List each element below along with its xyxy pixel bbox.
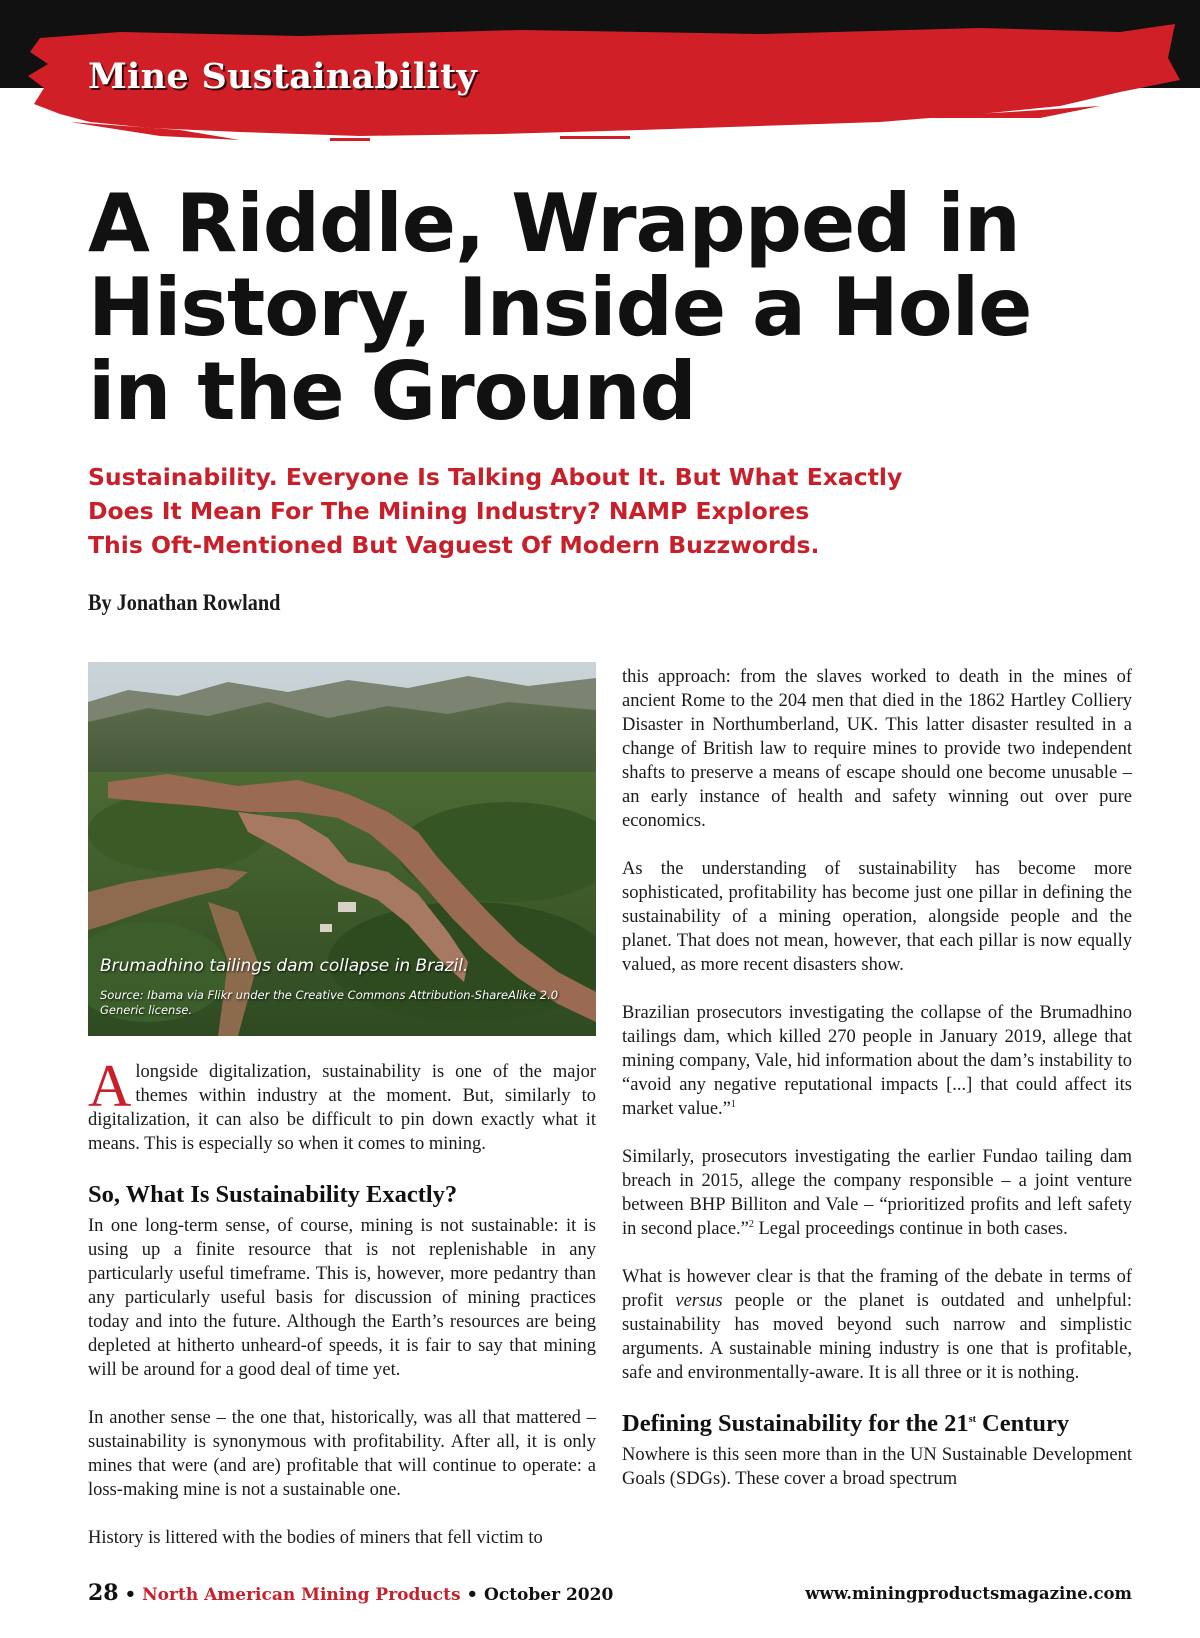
body-column-left — [88, 1053, 596, 1550]
separator-dot: • — [124, 1584, 137, 1605]
headline-line: History, Inside a Hole — [88, 261, 1032, 354]
body-paragraph: In one long-term sense, of course, mining is not sustainable: it is using up a finite resource that is not replenishable in any particularly useful timeframe. This is, however, more pedantry than any particularly useful basis for discussion of mining practices today and into the future. Although the Earth’s resources are being depleted at hitherto unheard-of speeds, it is fair to say that mining will be around for a good deal of time yet. — [88, 1216, 596, 1380]
separator-dot: • — [466, 1584, 479, 1605]
body-paragraph: History is littered with the bodies of miners that fell victim to — [88, 1528, 543, 1548]
section-label: Mine Sustainability — [88, 56, 478, 97]
body-paragraph: this approach: from the slaves worked to death in the mines of ancient Rome to the 204 men that died in the 1862 Hartley Colliery Disaster in Northumberland, UK. This latter disaster resulted in a change of British law to require mines to provide two independent shafts to preserve a means of escape should one become unusable – an early instance of health and safety winning out over pure economics. — [622, 667, 1132, 831]
aerial-landscape-illustration — [88, 662, 596, 1036]
body-text: Similarly, prosecutors investigating the earlier Fundao tailing dam breach in 2015, allege the company responsible – a joint venture between BHP Billiton and Vale – “prioritized profits and left safety in second place.” — [622, 1147, 1132, 1239]
body-paragraph: As the understanding of sustainability has become more sophisticated, profitability has become just one pillar in defining the sustainability of a mining operation, alongside people and the planet. That does not mean, however, that each pillar is now equally valued, as more recent disasters show. — [622, 859, 1132, 975]
issue-date: October 2020 — [484, 1585, 614, 1605]
body-text: What is however clear is that the framing of the debate in terms of profit — [622, 1267, 1132, 1311]
photo-caption: Brumadhino tailings dam collapse in Brazil. — [100, 956, 469, 976]
footnote-marker: 1 — [730, 1098, 736, 1110]
headline-line: A Riddle, Wrapped in — [88, 177, 1020, 270]
body-paragraph — [622, 1265, 1132, 1385]
magazine-url[interactable]: www.miningproductsmagazine.com — [805, 1584, 1132, 1603]
dam-collapse-photo — [88, 662, 596, 1036]
intro-paragraph — [88, 1053, 596, 1156]
headline-line: in the Ground — [88, 345, 696, 438]
article-deck — [88, 460, 988, 562]
byline: By Jonathan Rowland — [88, 590, 281, 615]
magazine-name: North American Mining Products — [142, 1585, 461, 1605]
body-paragraph — [622, 1145, 1132, 1241]
deck-line: Does It Mean For The Mining Industry? NAMP Explores — [88, 497, 810, 525]
deck-line: Sustainability. Everyone Is Talking About It. But What Exactly — [88, 463, 903, 491]
body-column-right — [622, 665, 1132, 1491]
page-footer — [88, 1580, 1132, 1610]
body-paragraph: Nowhere is this seen more than in the UN Sustainable Development Goals (SDGs). These cover a broad spectrum — [622, 1445, 1132, 1489]
deck-line: This Oft-Mentioned But Vaguest Of Modern Buzzwords. — [88, 531, 820, 559]
body-paragraph: In another sense – the one that, historically, was all that mattered – sustainability is synonymous with profitability. After all, it is only mines that were (and are) profitable that will continue to operate: a loss-making mine is not a sustainable one. — [88, 1408, 596, 1500]
ordinal-suffix: st — [968, 1413, 976, 1425]
subheading-text: Century — [975, 1410, 1070, 1437]
subheading — [622, 1409, 1132, 1439]
intro-text: longside digitalization, sustainability is one of the major themes within industry at the moment. But, similarly to digitalization, it can also be difficult to pin down exactly what it means. This is especially so when it comes to mining. — [88, 1062, 596, 1154]
subheading: So, What Is Sustainability Exactly? — [88, 1181, 458, 1208]
body-text: Legal proceedings continue in both cases. — [753, 1219, 1068, 1239]
body-paragraph — [622, 1001, 1132, 1121]
photo-source-credit: Source: Ibama via Flikr under the Creative Commons Attribution-ShareAlike 2.0 Generic license. — [100, 988, 559, 1017]
emphasis-text: versus — [675, 1291, 723, 1311]
footnote-marker: 2 — [748, 1218, 754, 1230]
drop-cap: A — [88, 1053, 132, 1119]
body-text: Brazilian prosecutors investigating the collapse of the Brumadhino tailings dam, which killed 270 people in January 2019, allege that mining company, Vale, hid information about the dam’s instability to “avoid any negative reputational impacts [...] that could affect its market value.” — [622, 1003, 1132, 1119]
page-number: 28 — [88, 1580, 119, 1606]
article-headline — [88, 177, 1128, 438]
body-text: people or the planet is outdated and unhelpful: sustainability has moved beyond such narrow and simplistic arguments. A sustainable mining industry is one that is profitable, safe and environmentally-aware. It is all three or it is nothing. — [622, 1291, 1132, 1383]
subheading-text: Defining Sustainability for the 21 — [622, 1410, 969, 1437]
